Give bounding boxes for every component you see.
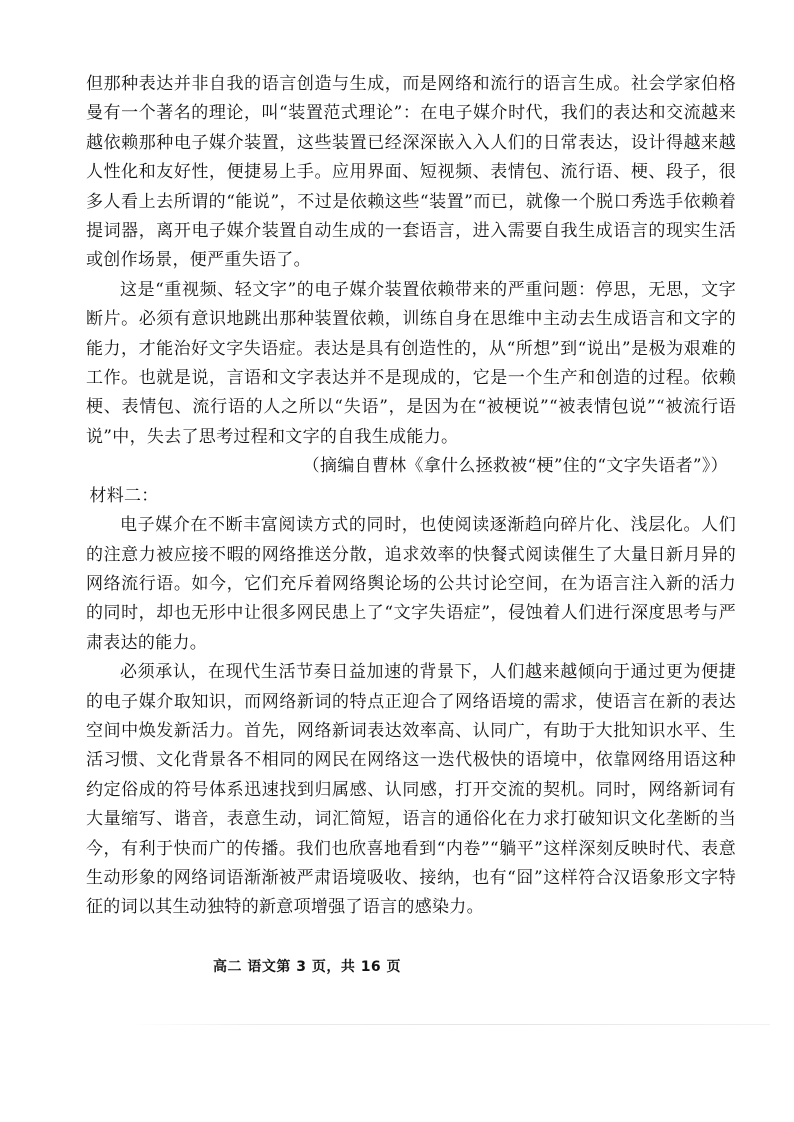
- source-citation: （摘编自曹林《拿什么拯救被“梗”住的“文字失语者”》）: [302, 456, 728, 477]
- material-one-body: [86, 70, 736, 923]
- page-footer: 高二 语文第 3 页，共 16 页: [212, 959, 402, 975]
- paragraph-new-words: 必须承认，在现代生活节奏日益加速的背景下，人们越来越倾向于通过更为便捷的电子媒介取知识，而网络新词的特点正迎合了网络语境的需求，使语言在新的表达空间中焕发新活力。首先，网络新词表达效率高、认同广，有助于大批知识水平、生活习惯、文化背景各不相同的网民在网络这一迭代极快的语境中，依靠网络用语这种约定俗成的符号体系迅速找到归属感、认同感，打开交流的契机。同时，网络新词有大量缩写、谐音，表意生动，词汇简短，语言的通俗化在力求打破知识文化垄断的当今，有利于快而广的传播。我们也欣喜地看到“内卷”“躺平”这样深刻反映时代、表意生动形象的网络词语渐渐被严肃语境吸收、接纳，也有“囧”这样符合汉语象形文字特征的词以其生动独特的新意项增强了语言的感染力。: [86, 662, 736, 918]
- paragraph-continuation: 但那种表达并非自我的语言创造与生成，而是网络和流行的语言生成。社会学家伯格曼有一个著名的理论，叫“装置范式理论”：在电子媒介时代，我们的表达和交流越来越依赖那种电子媒介装置，这些装置已经深深嵌入入人们的日常表达，设计得越来越人性化和友好性，便捷易上手。应用界面、短视频、表情包、流行语、梗、段子，很多人看上去所谓的“能说”，不过是依赖这些“装置”而已，就像一个脱口秀选手依赖着提词器，离开电子媒介装置自动生成的一套语言，进入需要自我生成语言的现实生活或创作场景，便严重失语了。: [86, 74, 736, 271]
- material-two-heading: 材料二：: [89, 485, 159, 506]
- paragraph-fragmented-reading: 电子媒介在不断丰富阅读方式的同时，也使阅读逐渐趋向碎片化、浅层化。人们的注意力被应接不暇的网络推送分散，追求效率的快餐式阅读催生了大量日新月异的网络流行语。如今，它们充斥着网络舆论场的公共讨论空间，在为语言注入新的活力的同时，却也无形中让很多网民患上了“文字失语症”，侵蚀着人们进行深度思考与严肃表达的能力。: [86, 515, 736, 653]
- scan-edge-line: [130, 1024, 770, 1025]
- paragraph-device-dependence: 这是“重视频、轻文字”的电子媒介装置依赖带来的严重问题：停思，无思，文字断片。必须有意识地跳出那种装置依赖，训练自身在思维中主动去生成语言和文字的能力，才能治好文字失语症。表达是具有创造性的，从“所想”到“说出”是极为艰难的工作。也就是说，言语和文字表达并不是现成的，它是一个生产和创造的过程。依赖梗、表情包、流行语的人之所以“失语”，是因为在“被梗说”“被表情包说”“被流行语说”中，失去了思考过程和文字的自我生成能力。: [86, 279, 736, 447]
